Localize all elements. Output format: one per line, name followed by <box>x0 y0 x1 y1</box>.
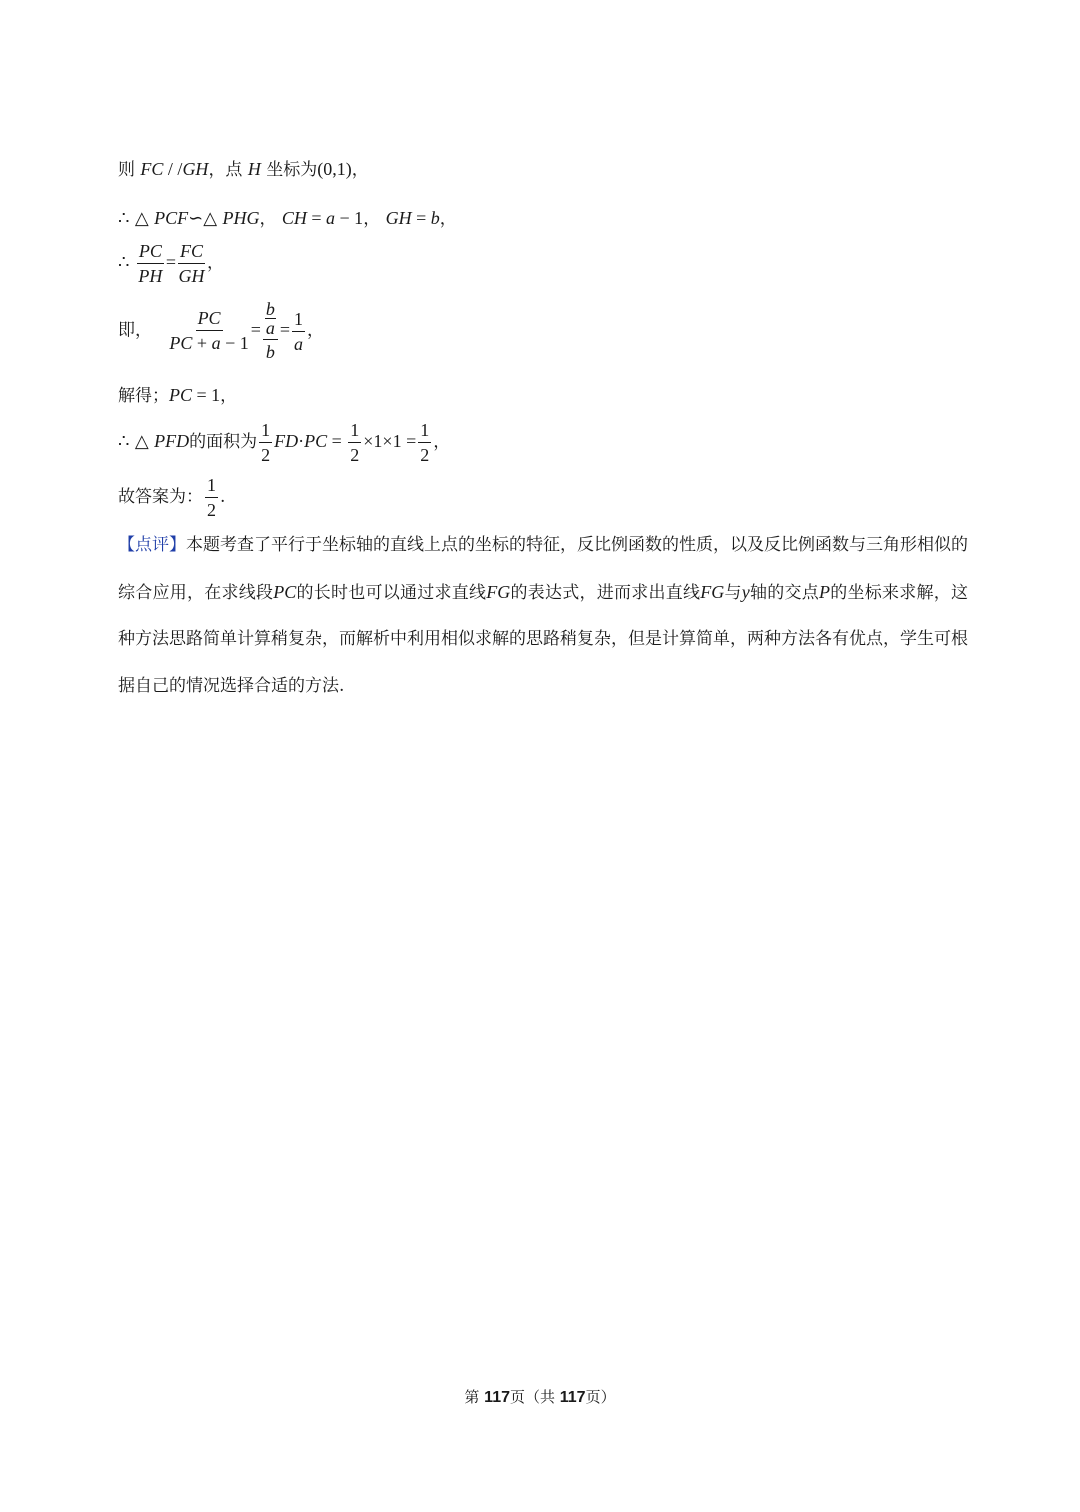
denominator: GH <box>178 266 205 286</box>
answer-fraction <box>205 475 218 520</box>
math-symbol: = <box>306 208 327 228</box>
text: 轴的交点 <box>749 582 820 603</box>
math-symbol: · <box>298 431 305 451</box>
math-symbol: + <box>192 333 212 353</box>
text: 的面积为 <box>189 432 258 452</box>
math-var: PC <box>304 431 328 451</box>
math-symbol: = <box>327 431 347 451</box>
answer-label: 故答案为： <box>118 487 203 507</box>
math-symbol: = <box>279 319 291 340</box>
text: ，点 <box>208 160 243 180</box>
math-var: PHG <box>222 208 260 228</box>
math-var: GH <box>385 208 412 228</box>
math-var: CH <box>281 208 307 228</box>
math-var: FC <box>140 159 164 179</box>
math-var: PC <box>273 581 297 602</box>
math-var: b <box>430 208 440 228</box>
numerator: 1 <box>292 309 305 332</box>
text: 与 <box>724 582 742 603</box>
page-number: 117 <box>484 1389 510 1406</box>
therefore-symbol: ∴ <box>118 208 130 228</box>
fraction <box>178 241 205 286</box>
text: ， <box>259 209 277 229</box>
solution-line-4 <box>118 300 324 362</box>
denominator: 2 <box>261 445 271 465</box>
math-var: PC <box>169 333 193 353</box>
text: ， <box>207 253 225 273</box>
numerator: 1 <box>205 475 218 498</box>
math-var: b <box>265 299 275 319</box>
math-symbol: = <box>165 252 177 272</box>
text: ， <box>439 209 457 229</box>
solution-line-1 <box>118 158 369 181</box>
text: ， <box>220 386 238 406</box>
text: 坐标为 <box>266 160 318 180</box>
text: 页） <box>585 1388 616 1406</box>
numerator: 1 <box>348 420 361 443</box>
fraction <box>137 241 164 286</box>
math-var: FG <box>486 581 511 602</box>
math-symbol: = <box>250 319 261 340</box>
solution-line-5 <box>118 384 237 407</box>
math-var: a <box>326 208 336 228</box>
total-pages: 117 <box>559 1389 586 1406</box>
denominator: 2 <box>350 445 360 465</box>
numerator: FC <box>178 241 205 264</box>
text: 本题考查了平行于坐标轴的直线上点的坐标的特征，反比例函数的性质，以及反比例函数与三角形相似的综合应用，在求线段 <box>118 535 968 603</box>
fraction <box>259 420 272 465</box>
numerator <box>263 300 278 340</box>
math-var: FG <box>700 581 725 602</box>
math-symbol: = 1 <box>192 385 221 405</box>
numerator: 1 <box>259 420 272 443</box>
therefore-symbol: ∴ <box>118 431 130 451</box>
math-symbol: ×1×1 = <box>363 431 417 451</box>
triangle-symbol: △ <box>134 431 149 451</box>
math-var: a <box>265 318 275 338</box>
math-symbol: − 1 <box>335 208 364 228</box>
math-symbol: − 1 <box>220 333 249 353</box>
text: 解得； <box>118 386 169 406</box>
text: 的长时也可以通过求直线 <box>296 582 487 603</box>
numerator: 1 <box>418 420 431 443</box>
fraction <box>348 420 361 465</box>
solution-line-6 <box>118 420 450 465</box>
fraction <box>292 309 305 354</box>
text: ， <box>307 320 325 341</box>
math-var: PCF <box>154 208 189 228</box>
text: 的表达式，进而求出直线 <box>510 582 701 603</box>
denominator: 2 <box>420 445 430 465</box>
text: 第 <box>464 1388 485 1406</box>
math-var: P <box>819 581 831 602</box>
math-var: y <box>741 581 750 602</box>
math-var: a <box>211 333 221 353</box>
denominator: 2 <box>207 500 216 520</box>
comment-tag: 【点评】 <box>118 535 186 555</box>
triangle-symbol: △ <box>134 208 149 228</box>
denominator <box>169 331 248 354</box>
fraction <box>418 420 431 465</box>
comment-paragraph <box>118 522 968 709</box>
math-var: PC <box>169 385 193 405</box>
math-var: FD <box>274 431 299 451</box>
denominator: a <box>294 333 304 354</box>
similar-symbol: ∽ <box>188 208 204 228</box>
text: . <box>220 487 226 507</box>
triangle-symbol: △ <box>203 208 218 228</box>
compound-fraction <box>263 300 278 362</box>
math-symbol: / / <box>163 159 183 179</box>
math-symbol: = <box>411 208 431 228</box>
numerator: PC <box>137 241 164 264</box>
text: ， <box>433 432 451 452</box>
text: 的坐标来求解，这种方法思路简单计算稍复杂，而解析中利用相似求解的思路稍复杂，但是计算简单，两种方法各有优点，学生可根据自己的情况选择合适的方法. <box>118 582 969 696</box>
page-footer <box>0 1386 1080 1407</box>
denominator: PH <box>138 266 163 286</box>
text: 页（共 <box>509 1388 560 1406</box>
answer-line <box>118 475 225 520</box>
denominator: b <box>265 342 275 362</box>
text: ， <box>363 209 381 229</box>
text: 则 <box>118 160 135 180</box>
numerator: PC <box>196 308 223 331</box>
math-var: H <box>247 159 261 179</box>
therefore-symbol: ∴ <box>118 252 130 272</box>
math-coord: (0,1) <box>317 159 352 179</box>
text: 即， <box>118 320 152 341</box>
text: ， <box>351 160 369 180</box>
fraction <box>169 308 248 354</box>
math-var: PFD <box>154 431 190 451</box>
solution-line-2 <box>118 207 457 230</box>
solution-line-3 <box>118 241 224 286</box>
math-var: GH <box>182 159 209 179</box>
